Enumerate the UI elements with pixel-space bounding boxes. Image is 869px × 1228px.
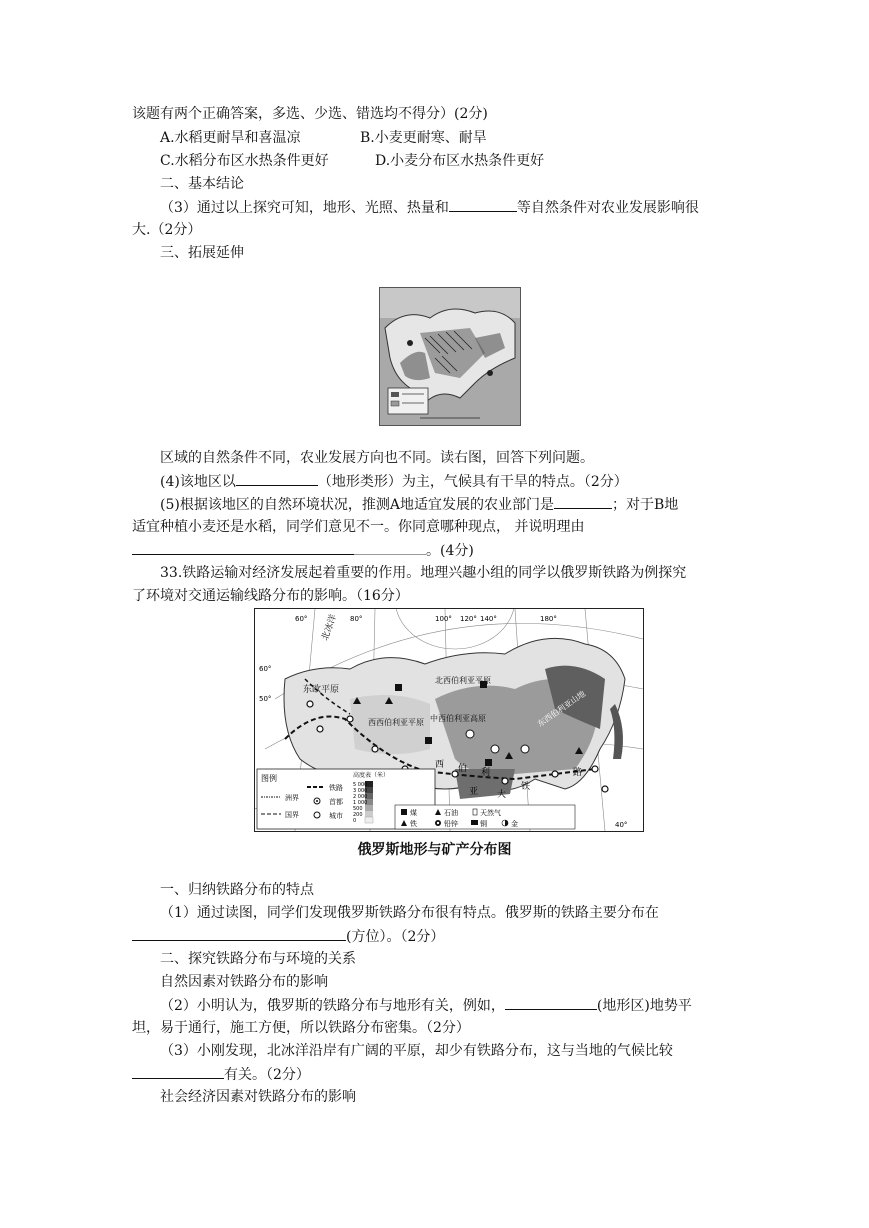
map-caption: 俄罗斯地形与矿产分布图	[357, 842, 512, 858]
lon-label-2: 80°	[350, 615, 363, 623]
section-extension: 三、拓展延伸	[160, 245, 244, 261]
q5-answer-line	[132, 540, 474, 561]
option-b: B.小麦更耐寒、耐旱	[360, 130, 487, 146]
q3-line	[160, 197, 699, 218]
legend-continent-border: 洲界	[285, 794, 299, 802]
legend-railway: 铁路	[329, 784, 343, 792]
railway-char-3: 利	[481, 768, 491, 778]
p2-line	[160, 995, 692, 1016]
legend-capital: 首都	[329, 798, 343, 806]
p1-answer-line	[132, 926, 444, 947]
legend-city: 城市	[329, 812, 343, 820]
option-a: A.水稻更耐旱和喜温凉	[160, 130, 301, 146]
q3-line2: 大.（2分）	[132, 222, 202, 238]
railway-char-4: 亚	[469, 787, 479, 797]
region-north-siberian-plain: 北西伯利亚平原	[435, 676, 491, 685]
region-map-figure	[379, 287, 521, 426]
q5-blank-a[interactable]	[554, 494, 612, 509]
q33-line1: 33.铁路运输对经济发展起着重要的作用。地理兴趣小组的同学以俄罗斯铁路为例探究	[160, 565, 687, 581]
railway-char-1: 西	[435, 760, 445, 770]
lat-label-50: 50°	[259, 695, 272, 703]
lon-label-4: 120°	[460, 615, 477, 623]
p2-blank[interactable]	[505, 995, 597, 1010]
railway-char-2: 伯	[458, 764, 468, 774]
section-basic-conclusion: 二、基本结论	[160, 176, 244, 192]
mineral-gas: 天然气	[480, 809, 501, 817]
p1-post: (方位）。（2分）	[346, 929, 445, 945]
q3-blank[interactable]	[449, 197, 517, 212]
region-map-svg	[380, 288, 520, 425]
height-5000: 5 000	[353, 782, 368, 788]
height-0: 0	[353, 818, 357, 824]
q5-text-pre: (5)根据该地区的自然环境状况，推测A地适宜发展的农业部门是	[160, 497, 554, 513]
q5-text-post: ；对于B地	[611, 497, 679, 513]
q33-line2: 了环境对交通运输线路分布的影响。（16分）	[132, 588, 409, 604]
mineral-gold: 金	[511, 820, 518, 828]
russia-map-svg	[255, 609, 643, 831]
region-intro: 区域的自然条件不同，农业发展方向也不同。读右图，回答下列问题。	[160, 450, 594, 466]
lat-label-40: 40°	[615, 821, 628, 829]
p3-answer-line	[132, 1064, 310, 1085]
height-3000: 3 000	[353, 788, 368, 794]
q4-text-pre: (4)该地区以	[160, 474, 236, 490]
p2-line2: 坦，易于通行，施工方便，所以铁路分布密集。（2分）	[132, 1020, 470, 1036]
region-west-siberian-plain: 西西伯利亚平原	[368, 718, 424, 727]
legend-title: 图例	[261, 774, 277, 783]
q3-text-post: 等自然条件对农业发展影响很	[516, 200, 699, 216]
region-east-siberian-mountains: 东西伯利亚山地	[535, 689, 588, 729]
q5-line	[160, 494, 678, 515]
section-railway-features: 一、归纳铁路分布的特点	[160, 882, 314, 898]
q3-text-pre: （3）通过以上探究可知，地形、光照、热量和	[160, 200, 449, 216]
p1-line: （1）通过读图，同学们发现俄罗斯铁路分布很有特点。俄罗斯的铁路主要分布在	[160, 905, 659, 921]
p3-blank[interactable]	[132, 1064, 224, 1079]
region-east-european-plain: 东欧平原	[303, 685, 340, 695]
lon-label-6: 180°	[540, 615, 557, 623]
option-d: D.小麦分布区水热条件更好	[375, 153, 545, 169]
sea-label: 北冰洋	[320, 613, 340, 643]
height-200: 200	[353, 812, 363, 818]
q5-blank-b[interactable]	[132, 540, 354, 555]
lon-label-1: 60°	[295, 615, 308, 623]
railway-char-6: 铁	[521, 782, 531, 792]
q5-blank-c[interactable]	[354, 540, 426, 555]
lon-label-3: 100°	[435, 615, 452, 623]
railway-char-7: 路	[573, 768, 583, 778]
section-explore: 二、探究铁路分布与环境的关系	[160, 951, 356, 967]
lon-label-7: 60°	[259, 665, 272, 673]
height-1000: 1 000	[353, 800, 368, 806]
p3-post: 有关。（2分）	[224, 1067, 310, 1083]
q4-blank[interactable]	[236, 471, 318, 486]
q4-text-post: （地形类形）为主，气候具有干旱的特点。（2分）	[317, 474, 628, 490]
height-table-title: 高度表（米）	[353, 772, 390, 779]
p1-blank[interactable]	[132, 926, 346, 941]
height-2000: 2 000	[353, 794, 368, 800]
option-c: C.水稻分布区水热条件更好	[160, 153, 329, 169]
legend-national-border: 国界	[285, 811, 299, 819]
p2-text-pre: （2）小明认为，俄罗斯的铁路分布与地形有关，例如，	[160, 998, 505, 1014]
mineral-lead-zinc: 铅锌	[444, 820, 458, 828]
q32-intro-line: 该题有两个正确答案，多选、少选、错选均不得分）(2分)	[132, 106, 488, 122]
mineral-coal: 煤	[410, 809, 417, 817]
p2-text-post: (地形区)地势平	[596, 998, 692, 1014]
q5-line2: 适宜种植小麦还是水稻，同学们意见不一。你同意哪种现点， 并说明理由	[132, 519, 585, 535]
q5-end: 。(4分)	[426, 543, 474, 559]
p3-line: （3）小刚发现，北冰洋沿岸有广阔的平原，却少有铁路分布，这与当地的气候比较	[160, 1043, 673, 1059]
mineral-copper: 铜	[480, 820, 487, 828]
russia-map-figure	[254, 608, 644, 832]
sub-socioeconomic-factors: 社会经济因素对铁路分布的影响	[160, 1089, 356, 1105]
region-central-siberian-plateau: 中西伯利亚高原	[430, 714, 486, 723]
mineral-oil: 石油	[444, 809, 458, 817]
mineral-iron: 铁	[410, 820, 417, 828]
railway-char-5: 大	[497, 790, 507, 800]
height-500: 500	[353, 806, 363, 812]
q4-line	[160, 471, 628, 492]
lon-label-5: 140°	[480, 615, 497, 623]
sub-natural-factors: 自然因素对铁路分布的影响	[160, 974, 328, 990]
